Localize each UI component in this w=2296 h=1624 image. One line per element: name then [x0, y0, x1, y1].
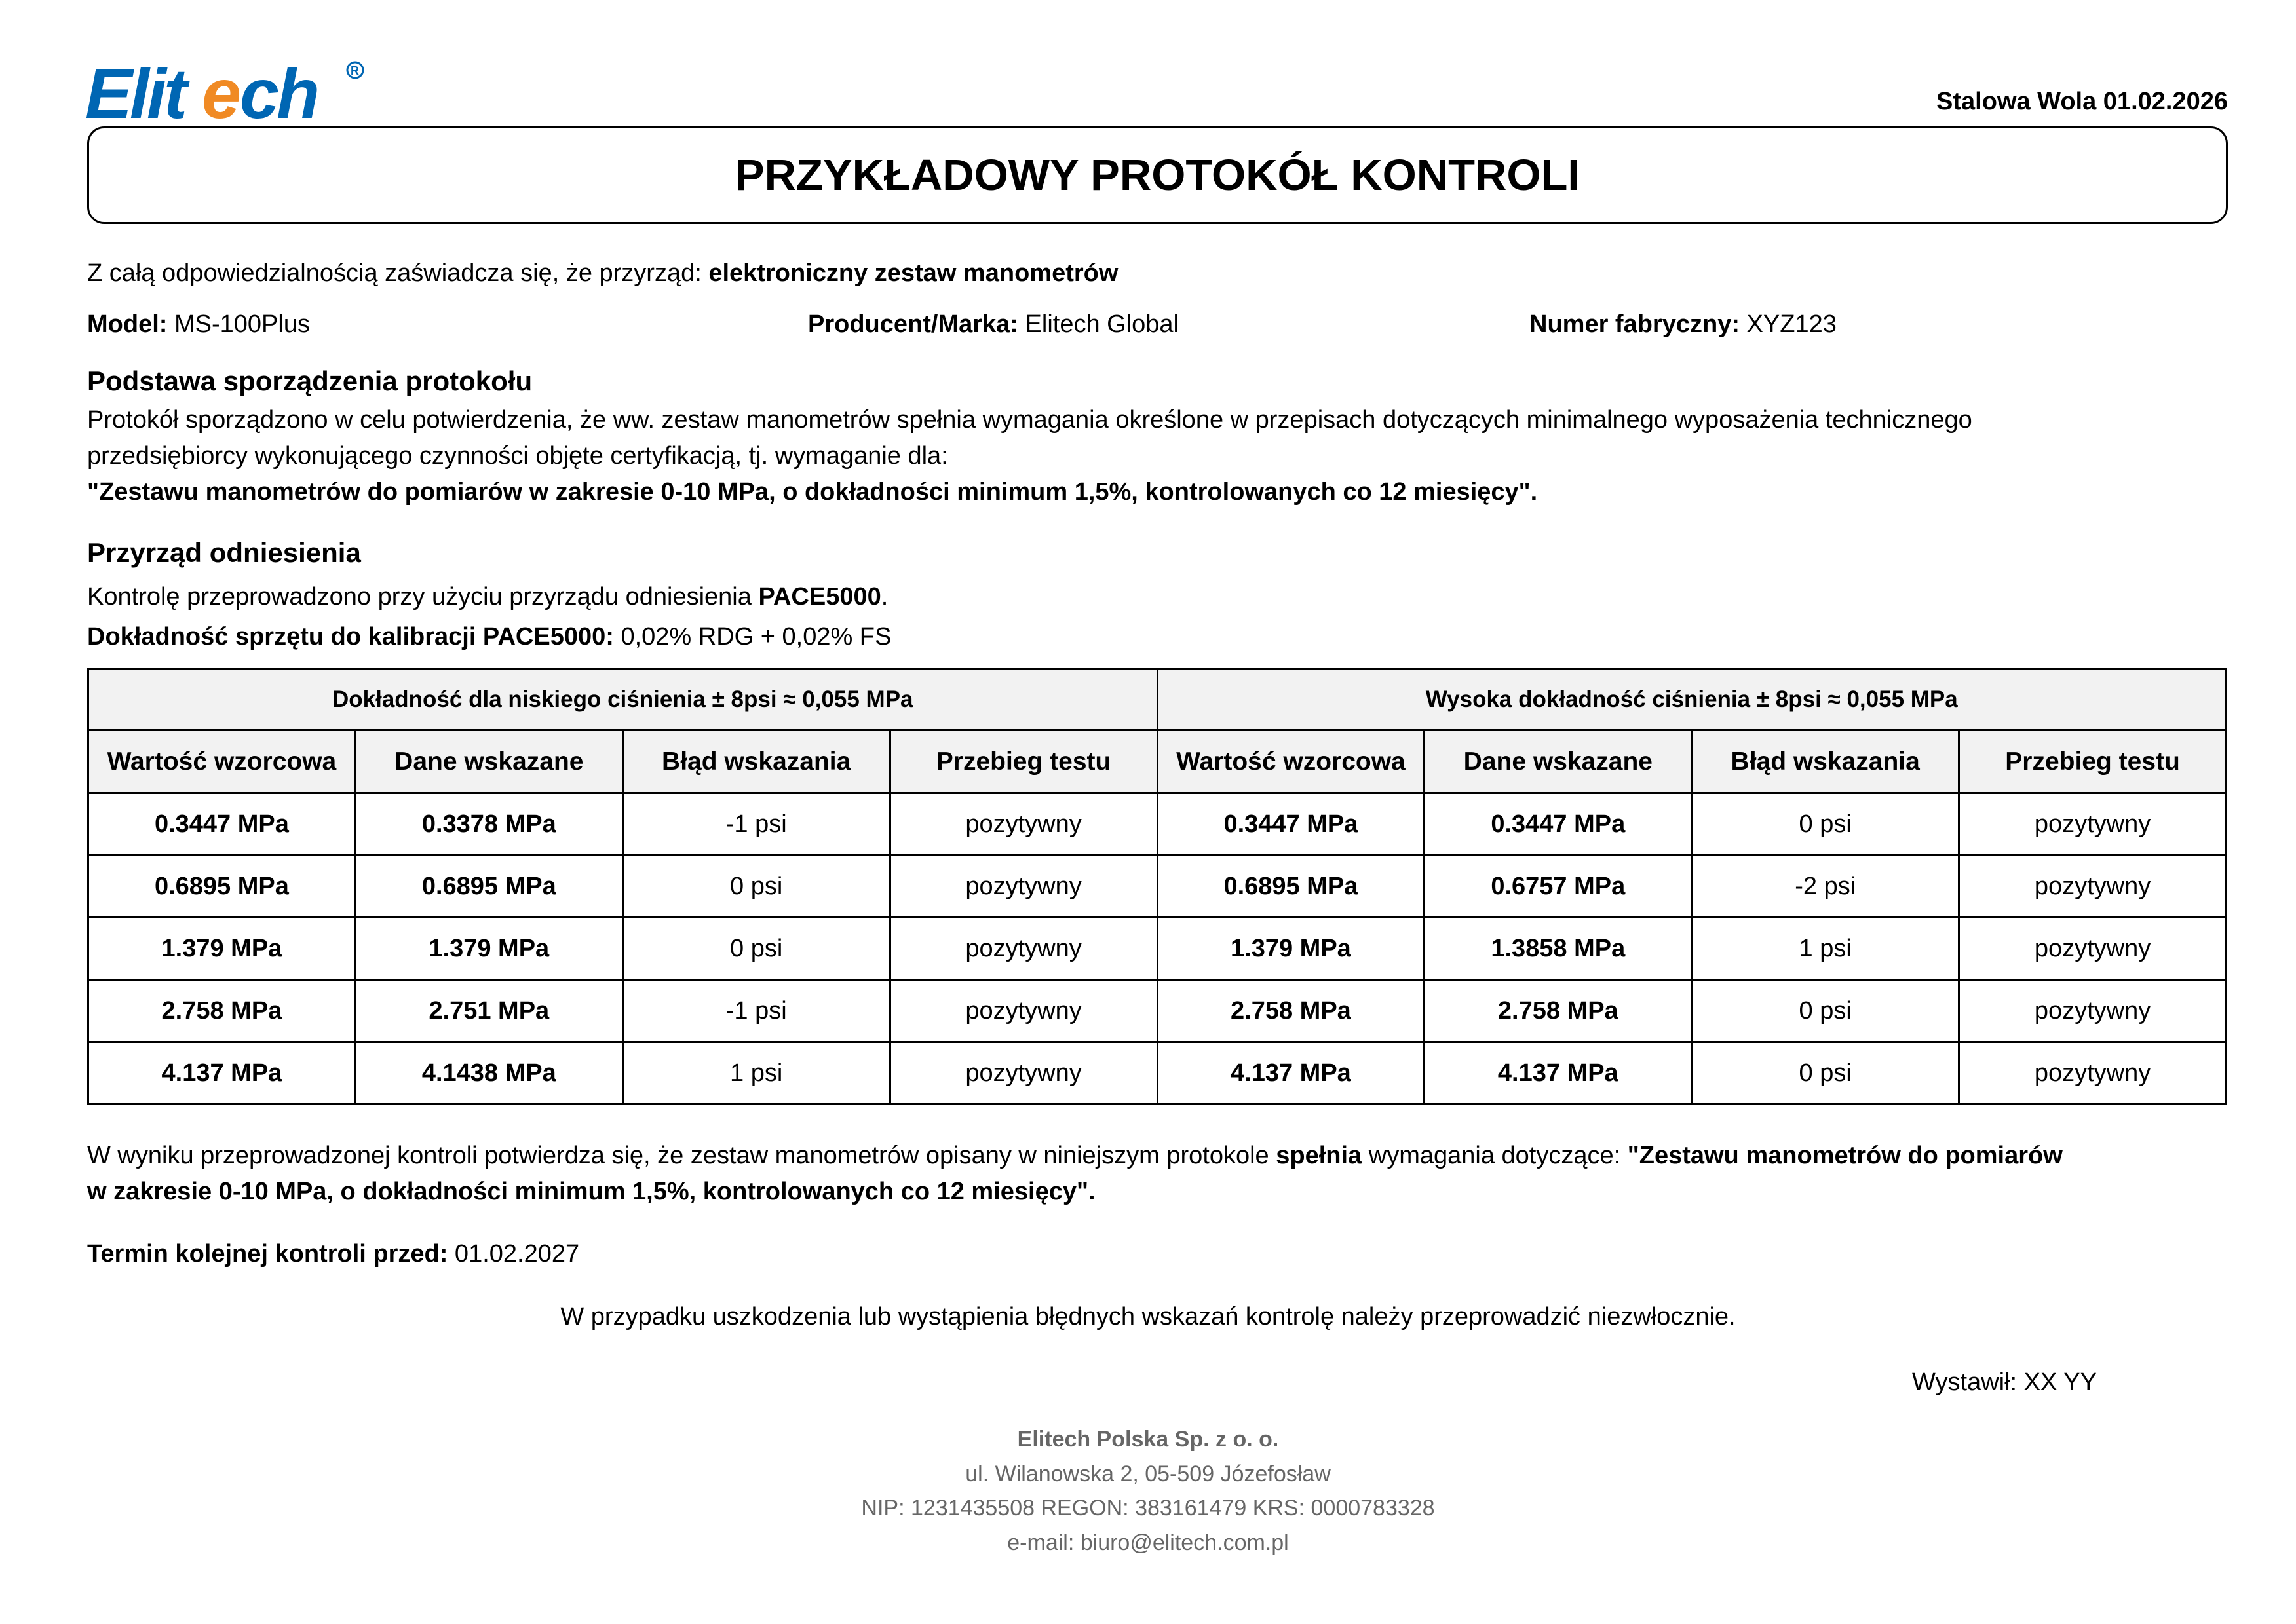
- accuracy-label: Dokładność sprzętu do kalibracji PACE5000:: [87, 623, 614, 651]
- basis-requirement: "Zestawu manometrów do pomiarów w zakresie 0-10 MPa, o dokładności minimum 1,5%, kontrolowanych co 12 miesięcy".: [87, 478, 1538, 506]
- page-title: PRZYKŁADOWY PROTOKÓŁ KONTROLI: [735, 151, 1580, 200]
- cell: 0 psi: [1692, 980, 1959, 1042]
- table-group-header: [88, 670, 2227, 730]
- cell: -2 psi: [1692, 856, 1959, 918]
- cell: 0.3447 MPa: [1425, 793, 1692, 856]
- serial-field: [1529, 307, 1837, 342]
- reference-line: [87, 579, 888, 614]
- footer-company: Elitech Polska Sp. z o. o.: [1017, 1427, 1279, 1452]
- conclusion-quote-1: "Zestawu manometrów do pomiarów: [1627, 1142, 2063, 1169]
- cell: 1.3858 MPa: [1425, 918, 1692, 980]
- model-label: Model:: [87, 311, 168, 338]
- cell: 0.6895 MPa: [355, 856, 622, 918]
- cell: pozytywny: [890, 856, 1157, 918]
- issued-by: Wystawił: XX YY: [1912, 1369, 2097, 1396]
- cell: pozytywny: [1959, 980, 2227, 1042]
- reference-heading: Przyrząd odniesienia: [87, 537, 361, 568]
- damage-notice: W przypadku uszkodzenia lub wystąpienia błędnych wskazań kontrolę należy przeprowadzić niezwłocznie.: [560, 1303, 1736, 1331]
- elitech-logo: [85, 56, 373, 128]
- table-row: [88, 1042, 2227, 1105]
- col-reference-value: Wartość wzorcowa: [1157, 730, 1425, 793]
- svg-text:R: R: [351, 64, 359, 77]
- table-row: [88, 856, 2227, 918]
- place-date: Stalowa Wola 01.02.2026: [1936, 88, 2228, 115]
- cell: 0.3447 MPa: [1157, 793, 1425, 856]
- footer-ids: NIP: 1231435508 REGON: 383161479 KRS: 0000783328: [861, 1496, 1435, 1520]
- next-check: [87, 1236, 579, 1272]
- basis-line-1: Protokół sporządzono w celu potwierdzenia, że ww. zestaw manometrów spełnia wymagania określone w przepisach dotyczących minimalnego wyposażenia technicznego: [87, 406, 1972, 434]
- col-indicated-value: Dane wskazane: [355, 730, 622, 793]
- cell: pozytywny: [1959, 918, 2227, 980]
- cell: 1.379 MPa: [355, 918, 622, 980]
- cell: 4.137 MPa: [1157, 1042, 1425, 1105]
- basis-heading: Podstawa sporządzenia protokołu: [87, 366, 533, 396]
- next-check-label: Termin kolejnej kontroli przed:: [87, 1240, 448, 1268]
- col-reference-value: Wartość wzorcowa: [88, 730, 356, 793]
- group-low-pressure: Dokładność dla niskiego ciśnienia ± 8psi ≈ 0,055 MPa: [88, 670, 1158, 730]
- cell: pozytywny: [890, 1042, 1157, 1105]
- conclusion-fulfills: spełnia: [1276, 1142, 1362, 1169]
- table-column-header: [88, 730, 2227, 793]
- cell: pozytywny: [1959, 856, 2227, 918]
- conclusion-line-1: [87, 1138, 2063, 1173]
- cell: 0 psi: [622, 856, 890, 918]
- reference-prefix: Kontrolę przeprowadzono przy użyciu przyrządu odniesienia: [87, 583, 759, 611]
- producer-field: [808, 307, 1179, 342]
- cell: 4.1438 MPa: [355, 1042, 622, 1105]
- reference-instrument: PACE5000: [758, 583, 881, 611]
- cell: 4.137 MPa: [88, 1042, 356, 1105]
- title-box: [87, 126, 2228, 224]
- cell: pozytywny: [890, 918, 1157, 980]
- elitech-logo-icon: [85, 56, 373, 128]
- cell: 2.758 MPa: [88, 980, 356, 1042]
- conclusion-part-2: wymagania dotyczące:: [1362, 1142, 1628, 1169]
- svg-text:Elit: Elit: [85, 56, 185, 128]
- reference-accuracy: [87, 619, 891, 654]
- device-name: elektroniczny zestaw manometrów: [708, 259, 1119, 287]
- producer-label: Producent/Marka:: [808, 311, 1018, 338]
- next-check-value: 01.02.2027: [448, 1240, 580, 1268]
- basis-line-2: przedsiębiorcy wykonującego czynności objęte certyfikacją, tj. wymaganie dla:: [87, 442, 948, 470]
- cell: -1 psi: [622, 980, 890, 1042]
- serial-label: Numer fabryczny:: [1529, 311, 1740, 338]
- model-value: MS-100Plus: [167, 311, 310, 338]
- intro-prefix: Z całą odpowiedzialnością zaświadcza się, że przyrząd:: [87, 259, 709, 287]
- cell: -1 psi: [622, 793, 890, 856]
- results-table: [87, 668, 2227, 1105]
- table-row: [88, 918, 2227, 980]
- cell: 2.758 MPa: [1425, 980, 1692, 1042]
- cell: 4.137 MPa: [1425, 1042, 1692, 1105]
- cell: pozytywny: [890, 980, 1157, 1042]
- table-row: [88, 980, 2227, 1042]
- col-indication-error: Błąd wskazania: [622, 730, 890, 793]
- conclusion-quote-2: w zakresie 0-10 MPa, o dokładności minimum 1,5%, kontrolowanych co 12 miesięcy".: [87, 1178, 1096, 1205]
- col-indicated-value: Dane wskazane: [1425, 730, 1692, 793]
- conclusion-part-1: W wyniku przeprowadzonej kontroli potwierdza się, że zestaw manometrów opisany w niniejszym protokole: [87, 1142, 1276, 1169]
- model-field: [87, 307, 310, 342]
- col-indication-error: Błąd wskazania: [1692, 730, 1959, 793]
- reference-suffix: .: [881, 583, 889, 611]
- svg-text:ch: ch: [240, 56, 318, 128]
- table-row: [88, 793, 2227, 856]
- col-test-result: Przebieg testu: [1959, 730, 2227, 793]
- footer-email: e-mail: biuro@elitech.com.pl: [1007, 1530, 1289, 1555]
- cell: 0.6895 MPa: [1157, 856, 1425, 918]
- cell: 1 psi: [1692, 918, 1959, 980]
- cell: 0.3378 MPa: [355, 793, 622, 856]
- cell: 1 psi: [622, 1042, 890, 1105]
- cell: 0.6757 MPa: [1425, 856, 1692, 918]
- cell: pozytywny: [1959, 793, 2227, 856]
- group-high-pressure: Wysoka dokładność ciśnienia ± 8psi ≈ 0,055 MPa: [1157, 670, 2227, 730]
- cell: 0.3447 MPa: [88, 793, 356, 856]
- cell: pozytywny: [890, 793, 1157, 856]
- cell: 1.379 MPa: [88, 918, 356, 980]
- col-test-result: Przebieg testu: [890, 730, 1157, 793]
- intro-line: [87, 255, 1118, 291]
- cell: 0 psi: [1692, 793, 1959, 856]
- cell: 0 psi: [622, 918, 890, 980]
- accuracy-value: 0,02% RDG + 0,02% FS: [613, 623, 892, 651]
- serial-value: XYZ123: [1739, 311, 1837, 338]
- cell: 0 psi: [1692, 1042, 1959, 1105]
- cell: 1.379 MPa: [1157, 918, 1425, 980]
- svg-text:e: e: [202, 56, 242, 128]
- cell: pozytywny: [1959, 1042, 2227, 1105]
- cell: 2.751 MPa: [355, 980, 622, 1042]
- producer-value: Elitech Global: [1018, 311, 1179, 338]
- cell: 2.758 MPa: [1157, 980, 1425, 1042]
- cell: 0.6895 MPa: [88, 856, 356, 918]
- footer-address: ul. Wilanowska 2, 05-509 Józefosław: [965, 1462, 1331, 1486]
